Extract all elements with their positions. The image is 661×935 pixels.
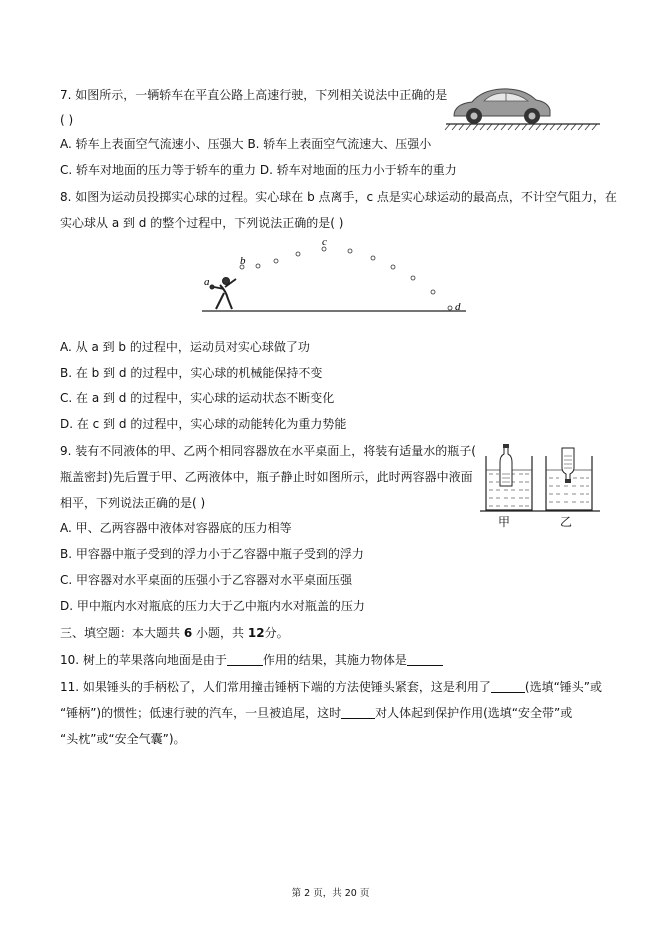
- q7-options-cd: C. 轿车对地面的压力等于轿车的重力 D. 轿车对地面的压力小于轿车的重力: [60, 163, 457, 177]
- q10-part1: 10. 树上的苹果落向地面是由于: [60, 653, 227, 667]
- car-illustration: [444, 84, 602, 132]
- q8-option-b: B. 在 b 到 d 的过程中，实心球的机械能保持不变: [60, 366, 323, 380]
- q8-option-a: A. 从 a 到 b 的过程中，运动员对实心球做了功: [60, 340, 310, 354]
- q11-line3: “头枕”或“安全气囊”)。: [60, 732, 186, 746]
- q11-line1-part2: (选填“锤头”或: [524, 680, 603, 694]
- q7-stem: 7. 如图所示，一辆轿车在平直公路上高速行驶，下列相关说法中正确的是: [60, 88, 448, 102]
- q9-option-a: A. 甲、乙两容器中液体对容器底的压力相等: [60, 521, 292, 535]
- q8-option-d: D. 在 c 到 d 的过程中，实心球的动能转化为重力势能: [60, 417, 347, 431]
- q10-blank-2[interactable]: [407, 653, 443, 666]
- q10: [60, 652, 443, 668]
- q11-blank-1[interactable]: [491, 680, 525, 693]
- q8-stem-line2: 实心球从 a 到 d 的整个过程中，下列说法正确的是( ): [60, 216, 344, 230]
- label-a: a: [204, 276, 210, 288]
- shot-put-trajectory-figure: [198, 235, 470, 317]
- q8-stem-line1: 8. 如图为运动员投掷实心球的过程。实心球在 b 点离手，c 点是实心球运动的最高点，不计空气阻力，在: [60, 190, 617, 204]
- q10-blank-1[interactable]: [227, 653, 263, 666]
- q9-stem-line1: 9. 装有不同液体的甲、乙两个相同容器放在水平桌面上，将装有适量水的瓶子(: [60, 444, 476, 458]
- section-heading-prefix: 三、填空题：本大题共: [60, 626, 181, 640]
- q11-line2-part1: “锤柄”)的惯性；低速行驶的汽车，一旦被追尾，这时: [60, 706, 342, 720]
- q9-option-d: D. 甲中瓶内水对瓶底的压力大于乙中瓶内水对瓶盖的压力: [60, 599, 365, 613]
- q9-stem-line2: 瓶盖密封)先后置于甲、乙两液体中，瓶子静止时如图所示，此时两容器中液面: [60, 470, 473, 484]
- q8-option-c: C. 在 a 到 d 的过程中，实心球的运动状态不断变化: [60, 391, 335, 405]
- q11-blank-2[interactable]: [341, 706, 375, 719]
- figure-label-jia: 甲: [498, 515, 511, 529]
- containers-figure: [480, 440, 602, 516]
- figure-label-yi: 乙: [560, 515, 573, 529]
- section-total-score: 12: [247, 626, 265, 640]
- q11-line2-part2: 对人体起到保护作用(选填“安全带”或: [375, 706, 573, 720]
- section-heading-mid: 小题，共: [196, 626, 245, 640]
- label-d: d: [455, 301, 461, 313]
- label-b: b: [240, 255, 246, 267]
- q9-option-c: C. 甲容器对水平桌面的压强小于乙容器对水平桌面压强: [60, 573, 353, 587]
- q11-line2: [60, 705, 572, 721]
- q9-stem-line3: 相平，下列说法正确的是( ): [60, 496, 206, 510]
- section-question-count: 6: [183, 626, 193, 640]
- q11-line1: [60, 679, 602, 695]
- q9-option-b: B. 甲容器中瓶子受到的浮力小于乙容器中瓶子受到的浮力: [60, 547, 364, 561]
- q7-options-ab: A. 轿车上表面空气流速小、压强大 B. 轿车上表面空气流速大、压强小: [60, 137, 432, 151]
- label-c: c: [322, 236, 327, 248]
- page-footer: 第 2 页，共 20 页: [291, 888, 370, 899]
- q10-part2: 作用的结果，其施力物体是: [262, 653, 407, 667]
- section-heading: [60, 625, 289, 641]
- q7-paren: ( ): [60, 113, 74, 127]
- q11-line1-part1: 11. 如果锤头的手柄松了，人们常用撞击锤柄下端的方法使锤头紧套，这是利用了: [60, 680, 491, 694]
- section-heading-suffix: 分。: [264, 626, 289, 640]
